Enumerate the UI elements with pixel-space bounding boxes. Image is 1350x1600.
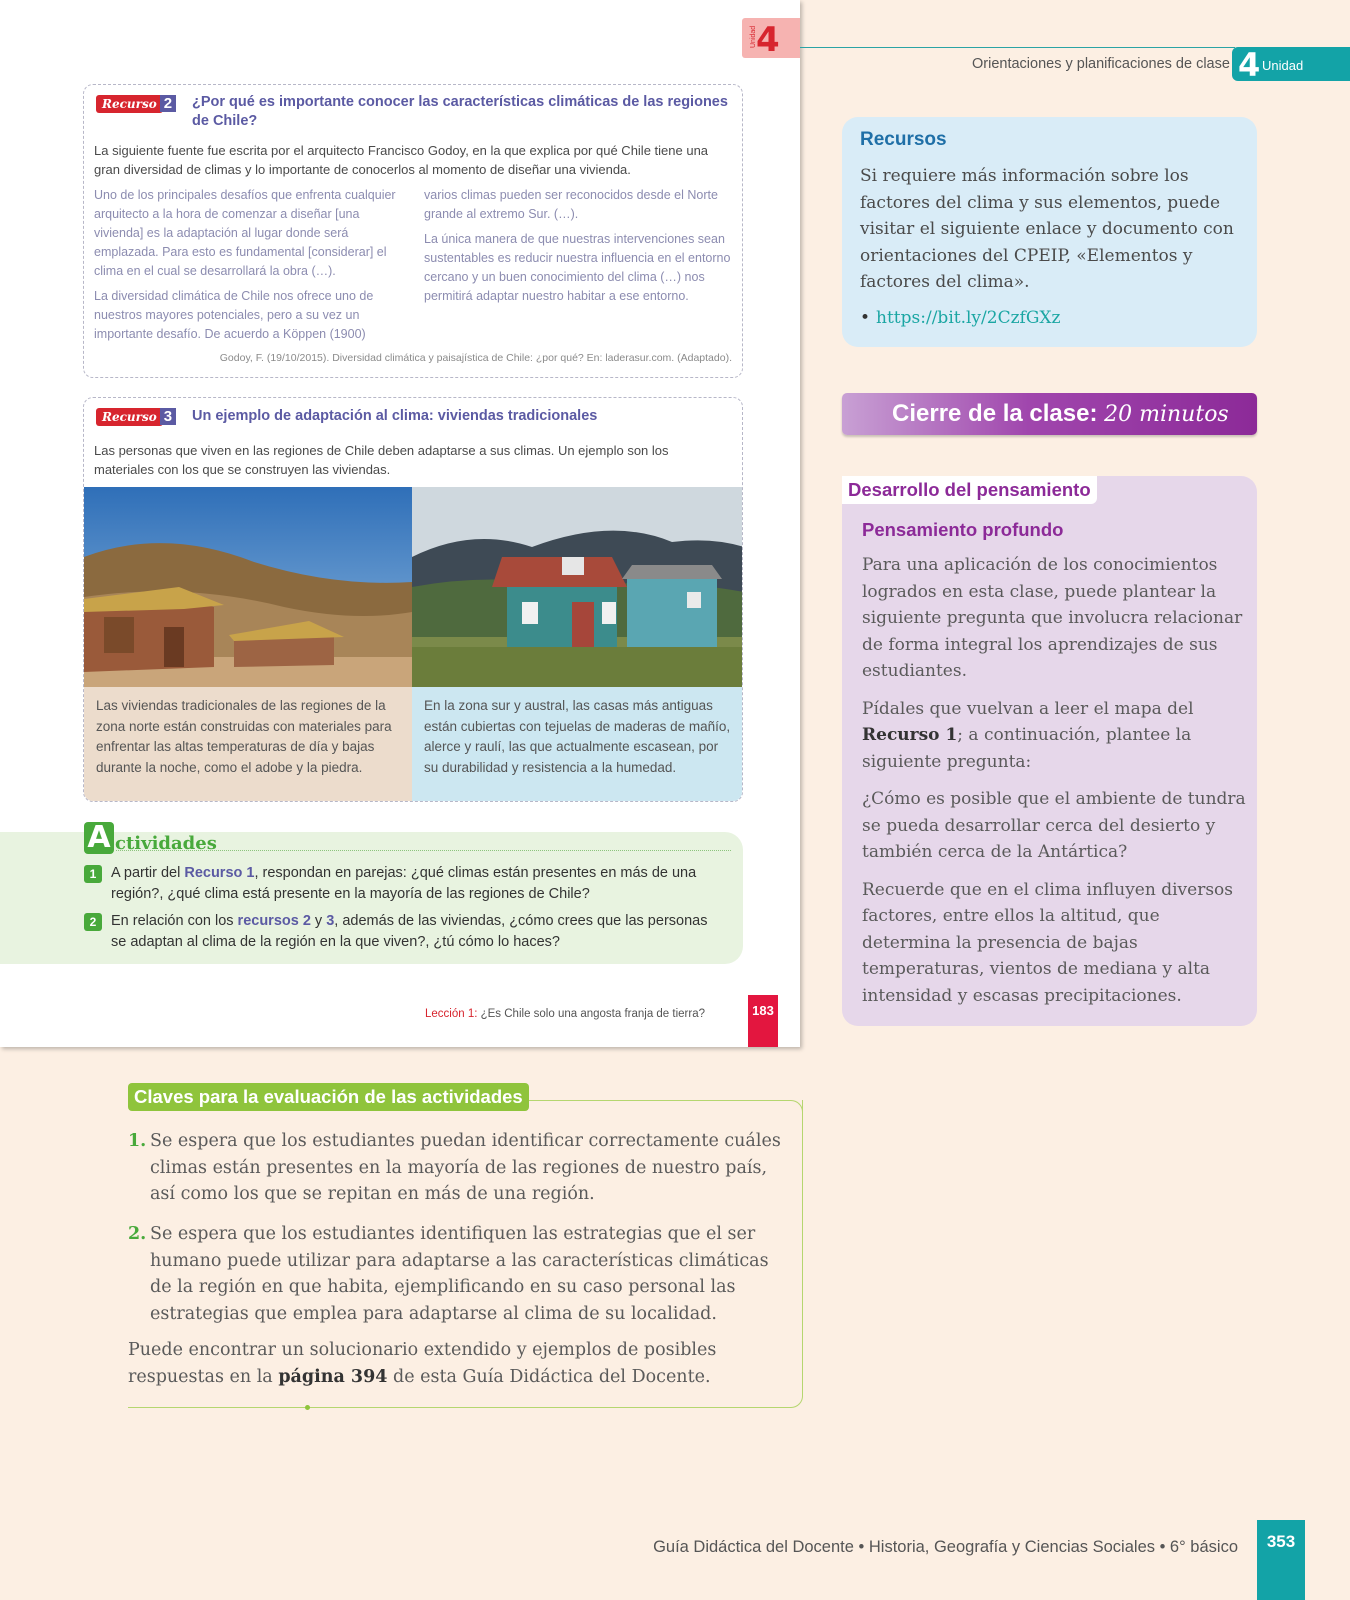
recurso-2-badge	[96, 95, 176, 113]
unit-number: 4	[1238, 46, 1261, 84]
recurso-3-intro: Las personas que viven en las regiones de Chile deben adaptarse a sus climas. Un ejemplo son los materiales con los que se construyen las viviendas.	[94, 443, 669, 477]
recurso-3-box	[83, 397, 743, 802]
activity-item-1	[84, 863, 724, 904]
cierre-bar	[842, 393, 1257, 435]
page-number-353: 353	[1257, 1520, 1305, 1600]
guide-footer: Guía Didáctica del Docente • Historia, Geografía y Ciencias Sociales • 6° básico	[653, 1538, 1238, 1556]
clave-number: 1.	[128, 1131, 147, 1151]
recursos-text: Si requiere más información sobre los factores del clima y sus elementos, puede visitar el siguiente enlace y documento con orientaciones del CPEIP, «Elementos y factores del clima».	[860, 166, 1234, 292]
recursos-box	[842, 117, 1257, 347]
page-number-183: 183	[748, 995, 778, 1047]
recurso-number: 2	[160, 95, 176, 112]
unit-label: Unidad	[750, 25, 757, 48]
activities-letter: A	[84, 822, 114, 854]
clave-item-1	[128, 1128, 783, 1208]
clave-text: Se espera que los estudiantes puedan identificar correctamente cuáles climas están presentes en la mayoría de las regiones de nuestro país, así como los que se repitan en más de una región.	[150, 1131, 781, 1204]
desarrollo-subtitle: Pensamiento profundo	[862, 519, 1064, 540]
photo-shingle-house	[412, 487, 743, 687]
desarrollo-tab: Desarrollo del pensamiento	[842, 476, 1097, 504]
claves-title: Claves para la evaluación de las actividades	[128, 1083, 529, 1111]
recurso-number: 3	[160, 408, 176, 425]
desarrollo-paragraph: Recuerde que en el clima influyen diversos factores, entre ellos la altitud, que determina la presencia de bajas temperaturas, vientos de mediana y alta intensidad y escasas precipitaciones.	[862, 879, 1234, 1006]
activity-text: En relación con los recursos 2 y 3, además de las viviendas, ¿cómo crees que las personas se adaptan al clima de la región en la que viven?, ¿tú cómo lo haces?	[111, 913, 708, 950]
guide-header-rule	[800, 47, 1235, 48]
recurso-2-title: ¿Por qué es importante conocer las características climáticas de las regiones de Chile?	[192, 94, 728, 129]
cierre-heading: Cierre de la clase: 20 minutos	[892, 400, 1229, 427]
quote-source: Godoy, F. (19/10/2015). Diversidad climática y paisajística de Chile: ¿por qué? En: laderasur.com. (Adaptado).	[219, 352, 732, 364]
recurso-3-badge	[96, 408, 176, 426]
guide-header: Orientaciones y planificaciones de clase	[972, 56, 1230, 72]
quote-right	[424, 186, 734, 312]
activities-word: ctividades	[115, 833, 217, 854]
desarrollo-paragraph: Para una aplicación de los conocimientos logrados en esta clase, puede plantear la siguiente pregunta que involucra relacionar de forma integral los aprendizajes de sus estudiantes.	[862, 555, 1243, 681]
student-page	[0, 0, 800, 1047]
activity-item-2	[84, 911, 724, 952]
desarrollo-paragraph: Pídales que vuelvan a leer el mapa del Recurso 1; a continuación, plantee la siguiente pregunta:	[862, 698, 1194, 772]
claves-final-note: Puede encontrar un solucionario extendido y ejemplos de posibles respuestas en la página 394 de esta Guía Didáctica del Docente.	[128, 1340, 717, 1387]
photo-adobe-houses	[84, 487, 412, 687]
activity-number: 1	[84, 865, 102, 883]
quote-paragraph: La única manera de que nuestras intervenciones sean sustentables es reducir nuestra influencia en el entorno cercano y un buen conocimiento del clima (…) nos permitirá adaptar nuestro habitar a ese entorno.	[424, 232, 731, 303]
desarrollo-body	[862, 552, 1247, 1020]
quote-paragraph: varios climas pueden ser reconocidos desde el Norte grande al extremo Sur. (…).	[424, 188, 718, 221]
lesson-footer: Lección 1: ¿Es Chile solo una angosta franja de tierra?	[424, 1008, 705, 1020]
quote-paragraph: Uno de los principales desafíos que enfrenta cualquier arquitecto a la hora de comenzar a diseñar [una vivienda] es la adaptación al lugar donde será emplazada. Para esto es fundamental [considerar] el clima en el cual se desarrollará la obra (…).	[94, 188, 396, 278]
bullet-icon: •	[860, 307, 871, 328]
unit-tab-left	[742, 18, 800, 58]
activities-rule	[116, 850, 731, 851]
quote-left	[94, 186, 404, 350]
clave-item-2	[128, 1221, 783, 1327]
recurso-2-intro: La siguiente fuente fue escrita por el arquitecto Francisco Godoy, en la que explica por qué Chile tiene una gran diversidad de climas y lo importante de conocerlos al momento de diseñar una vivienda.	[94, 143, 709, 177]
recursos-link[interactable]: https://bit.ly/2CzfGXz	[876, 307, 1061, 328]
recurso-badge: Recurso	[96, 408, 163, 426]
caption-north: Las viviendas tradicionales de las regiones de la zona norte están construidas con materiales para enfrentar las altas temperaturas de día y bajas durante la noche, como el adobe y la piedra.	[84, 687, 412, 802]
recurso-2-box	[83, 84, 743, 378]
activity-text: A partir del Recurso 1, respondan en parejas: ¿qué climas están presentes en más de una región?, ¿qué clima está presente en la mayoría de las regiones de Chile?	[111, 865, 697, 902]
claves-frame-top	[525, 1100, 803, 1112]
caption-south: En la zona sur y austral, las casas más antiguas están cubiertas con tejuelas de maderas de mañío, alerce y raulí, las que actualmente escasean, por su durabilidad y resistencia a la humedad.	[412, 687, 743, 802]
recursos-title: Recursos	[860, 129, 947, 150]
desarrollo-question: ¿Cómo es posible que el ambiente de tundra se pueda desarrollar cerca del desierto y también cerca de la Antártica?	[862, 789, 1246, 862]
recurso-badge: Recurso	[96, 95, 163, 113]
recurso-3-title: Un ejemplo de adaptación al clima: viviendas tradicionales	[192, 408, 598, 424]
unit-label: Unidad	[1262, 58, 1304, 73]
quote-paragraph: La diversidad climática de Chile nos ofrece uno de nuestros mayores potenciales, pero a su vez un importante desafío. De acuerdo a Köppen (1900)	[94, 289, 374, 341]
clave-text: Se espera que los estudiantes identifiquen las estrategias que el ser humano puede utilizar para adaptarse a las características climáticas de la región en que habita, ejemplificando en su caso personal las estrategias que emplea para adaptarse al clima de su localidad.	[150, 1224, 769, 1324]
clave-number: 2.	[128, 1224, 147, 1244]
unit-tab-right	[1232, 46, 1350, 84]
activity-number: 2	[84, 913, 102, 931]
unit-number: 4	[756, 20, 780, 60]
claves-dot	[305, 1405, 310, 1410]
recursos-link-item	[860, 308, 1239, 328]
